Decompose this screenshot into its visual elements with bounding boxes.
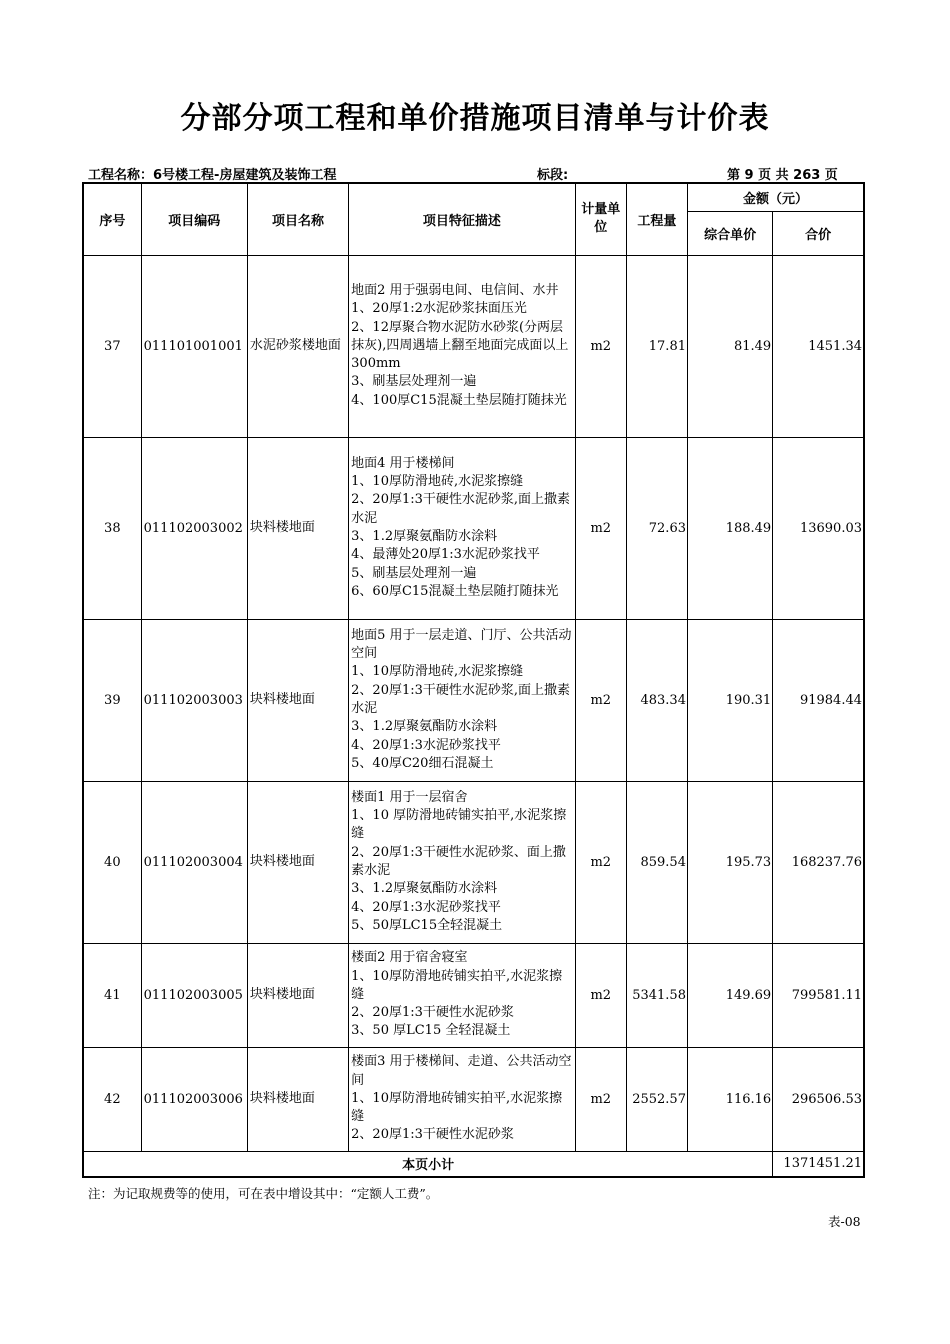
row-code: 011102003003 <box>141 619 247 781</box>
row-no: 41 <box>83 943 141 1047</box>
table-row <box>83 437 864 619</box>
row-total: 1451.34 <box>773 255 864 437</box>
section-label: 标段: <box>537 168 569 183</box>
row-total: 91984.44 <box>773 619 864 781</box>
row-total: 168237.76 <box>773 781 864 943</box>
row-qty: 5341.58 <box>626 943 687 1047</box>
project-name: 工程名称：6号楼工程-房屋建筑及装饰工程 <box>88 168 337 183</box>
row-qty: 17.81 <box>626 255 687 437</box>
row-name: 块料楼地面 <box>247 437 348 619</box>
header-desc: 项目特征描述 <box>349 183 576 255</box>
table-row <box>83 943 864 1047</box>
row-qty: 2552.57 <box>626 1047 687 1151</box>
row-code: 011102003002 <box>141 437 247 619</box>
row-name: 块料楼地面 <box>247 781 348 943</box>
row-desc: 地面4 用于楼梯间 1、10厚防滑地砖,水泥浆擦缝 2、20厚1:3干硬性水泥砂浆,面上撒素水泥 3、1.2厚聚氨酯防水涂料 4、最薄处20厚1:3水泥砂浆找平 5、刷基层处理剂一遍 6、60厚C15混凝土垫层随打随抹光 <box>349 437 576 619</box>
header-total: 合价 <box>773 211 864 255</box>
page-info: 第 9 页 共 263 页 <box>727 168 838 183</box>
table-row <box>83 781 864 943</box>
row-desc: 楼面3 用于楼梯间、走道、公共活动空间 1、10厚防滑地砖铺实拍平,水泥浆擦缝 2、20厚1:3干硬性水泥砂浆 <box>349 1047 576 1151</box>
row-qty: 483.34 <box>626 619 687 781</box>
row-no: 37 <box>83 255 141 437</box>
row-no: 42 <box>83 1047 141 1151</box>
table-row <box>83 255 864 437</box>
row-unit-price: 149.69 <box>687 943 772 1047</box>
row-total: 13690.03 <box>773 437 864 619</box>
row-total: 296506.53 <box>773 1047 864 1151</box>
subtotal-value: 1371451.21 <box>773 1151 864 1177</box>
footnote: 注：为记取规费等的使用，可在表中增设其中：“定额人工费”。 <box>88 1186 439 1201</box>
header-no: 序号 <box>83 183 141 255</box>
row-code: 011102003006 <box>141 1047 247 1151</box>
header-unit: 计量单位 <box>575 183 626 255</box>
row-code: 011102003004 <box>141 781 247 943</box>
row-no: 40 <box>83 781 141 943</box>
table-row <box>83 619 864 781</box>
row-desc: 楼面2 用于宿舍寝室 1、10厚防滑地砖铺实拍平,水泥浆擦缝 2、20厚1:3干硬性水泥砂浆 3、50 厚LC15 全轻混凝土 <box>349 943 576 1047</box>
row-unit-price: 190.31 <box>687 619 772 781</box>
row-code: 011102003005 <box>141 943 247 1047</box>
header-code: 项目编码 <box>141 183 247 255</box>
row-name: 块料楼地面 <box>247 619 348 781</box>
row-unit: m2 <box>575 255 626 437</box>
row-qty: 859.54 <box>626 781 687 943</box>
subtotal-label: 本页小计 <box>83 1151 773 1177</box>
header-amount: 金额（元） <box>687 183 864 211</box>
row-qty: 72.63 <box>626 437 687 619</box>
row-desc: 地面5 用于一层走道、门厅、公共活动空间 1、10厚防滑地砖,水泥浆擦缝 2、20厚1:3干硬性水泥砂浆,面上撒素水泥 3、1.2厚聚氨酯防水涂料 4、20厚1:3水泥砂浆找平 5、40厚C20细石混凝土 <box>349 619 576 781</box>
row-unit-price: 81.49 <box>687 255 772 437</box>
header-qty: 工程量 <box>626 183 687 255</box>
header-name: 项目名称 <box>247 183 348 255</box>
row-unit: m2 <box>575 781 626 943</box>
row-total: 799581.11 <box>773 943 864 1047</box>
row-no: 38 <box>83 437 141 619</box>
row-name: 块料楼地面 <box>247 1047 348 1151</box>
row-unit-price: 116.16 <box>687 1047 772 1151</box>
page-title: 分部分项工程和单价措施项目清单与计价表 <box>180 101 770 136</box>
row-code: 011101001001 <box>141 255 247 437</box>
row-unit: m2 <box>575 943 626 1047</box>
bill-table <box>82 182 865 1178</box>
table-row <box>83 1047 864 1151</box>
row-unit: m2 <box>575 437 626 619</box>
row-unit: m2 <box>575 619 626 781</box>
row-desc: 楼面1 用于一层宿舍 1、10 厚防滑地砖铺实拍平,水泥浆擦缝 2、20厚1:3干硬性水泥砂浆、面上撒素水泥 3、1.2厚聚氨酯防水涂料 4、20厚1:3水泥砂浆找平 5、50厚LC15全轻混凝土 <box>349 781 576 943</box>
table-number: 表-08 <box>828 1214 861 1229</box>
row-unit-price: 195.73 <box>687 781 772 943</box>
row-desc: 地面2 用于强弱电间、电信间、水井 1、20厚1:2水泥砂浆抹面压光 2、12厚聚合物水泥防水砂浆(分两层抹灰),四周遇墙上翻至地面完成面以上300mm 3、刷基层处理剂一遍 4、100厚C15混凝土垫层随打随抹光 <box>349 255 576 437</box>
row-unit-price: 188.49 <box>687 437 772 619</box>
header-unit-price: 综合单价 <box>687 211 772 255</box>
row-no: 39 <box>83 619 141 781</box>
row-name: 块料楼地面 <box>247 943 348 1047</box>
row-name: 水泥砂浆楼地面 <box>247 255 348 437</box>
row-unit: m2 <box>575 1047 626 1151</box>
